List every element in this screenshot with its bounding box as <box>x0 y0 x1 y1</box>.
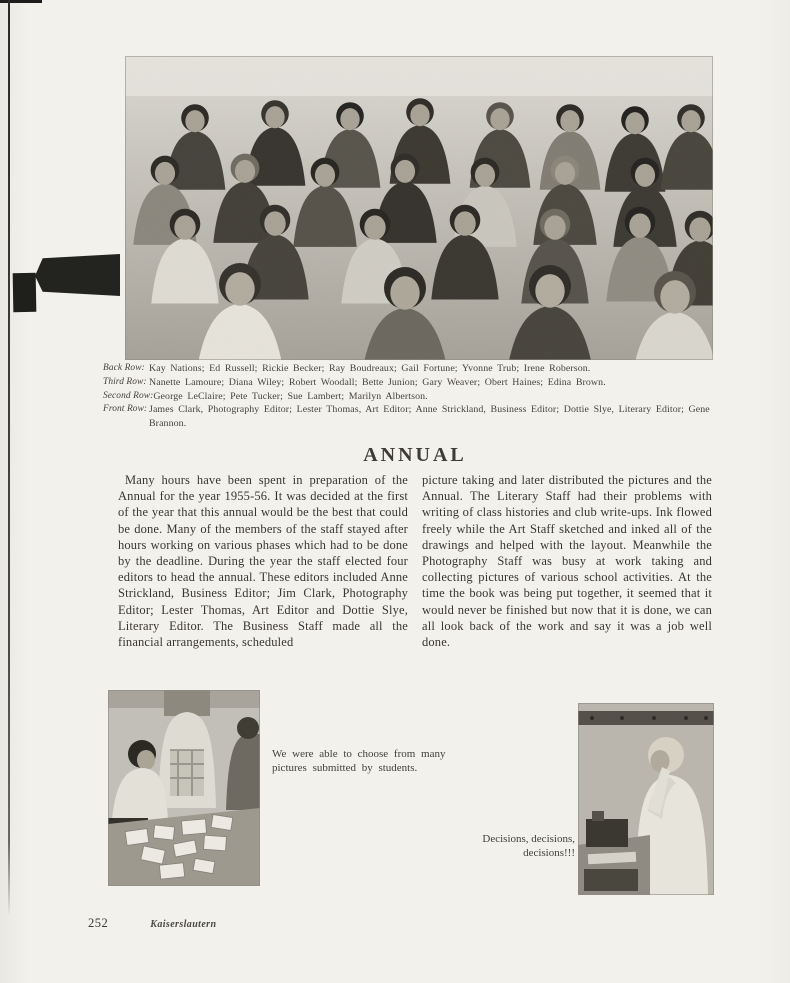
caption-row-third <box>103 376 717 390</box>
caption-row-label: Third Row: <box>103 376 147 387</box>
caption-row-second <box>103 390 717 404</box>
group-photo <box>125 56 713 360</box>
article-body <box>118 472 712 650</box>
caption-row-names: Kay Nations; Ed Russell; Rickie Becker; Ray Boudreaux; Gail Fortune; Yvonne Trub; Irene Roberson. <box>149 363 591 374</box>
article-column-right: picture taking and later distributed the pictures and the Annual. The Literary Staff had their problems with writing of class histories and club write-ups. Ink flowed freely while the Art Staff sketched and inked all of the drawings and helped with the layout. Meanwhile the Photography Staff was busy at work taking and collecting pictures of various school activities. At the time the book was being put together, it seemed that it would never be finished but now that it is done, we can all look back of the work and say it was a job well done. <box>422 473 712 650</box>
book-title: Kaiserslautern <box>150 919 217 930</box>
caption-row-back <box>103 362 717 376</box>
photo-caption <box>103 362 717 431</box>
caption-row-names: Nanette Lamoure; Diana Wiley; Robert Woodall; Bette Junion; Gary Weaver; Obert Haines; Edina Brown. <box>149 376 606 388</box>
caption-row-label: Front Row: <box>103 404 148 415</box>
scan-ink-blob-large <box>35 254 120 296</box>
caption-right-photo: Decisions, decisions, decisions!!! <box>482 833 575 859</box>
caption-row-names: James Clark, Photography Editor; Lester Thomas, Art Editor; Anne Strickland, Business Editor; Dottie Slye, Literary Editor; Gene Brannon. <box>149 404 710 430</box>
caption-row-label: Back Row: <box>103 363 145 373</box>
scan-artifact-top-bar <box>0 0 42 3</box>
caption-row-names: George LeClaire; Pete Tucker; Sue Lambert; Marilyn Albertson. <box>153 390 428 402</box>
page-title: ANNUAL <box>363 444 467 466</box>
photo-decisions <box>578 703 714 895</box>
sorting-pictures-illustration <box>108 690 260 886</box>
group-photo-illustration <box>125 56 713 360</box>
photo-sorting-pictures <box>108 690 260 886</box>
caption-row-front <box>103 403 717 431</box>
scan-gutter-line <box>8 0 10 916</box>
scan-ink-blob-small <box>13 273 37 312</box>
caption-row-label: Second Row: <box>103 390 154 401</box>
caption-left-photo: We were able to choose from many pictures submitted by students. <box>272 748 446 774</box>
decisions-illustration <box>578 703 714 895</box>
article-column-left: Many hours have been spent in preparation of the Annual for the year 1955-56. It was decided at the first of the year that this annual would be the best that could be done. Many of the members of the staff stayed after hours working on various phases which had to be done by the deadline. During the year the staff elected four editors to head the annual. These editors included Anne Strickland, Business Editor; Jim Clark, Photography Editor; Lester Thomas, Art Editor and Dottie Slye, Literary Editor. The Business Staff made all the financial arrangements, scheduled <box>118 473 408 650</box>
page-number: 252 <box>88 916 109 930</box>
page-footer <box>88 916 216 931</box>
